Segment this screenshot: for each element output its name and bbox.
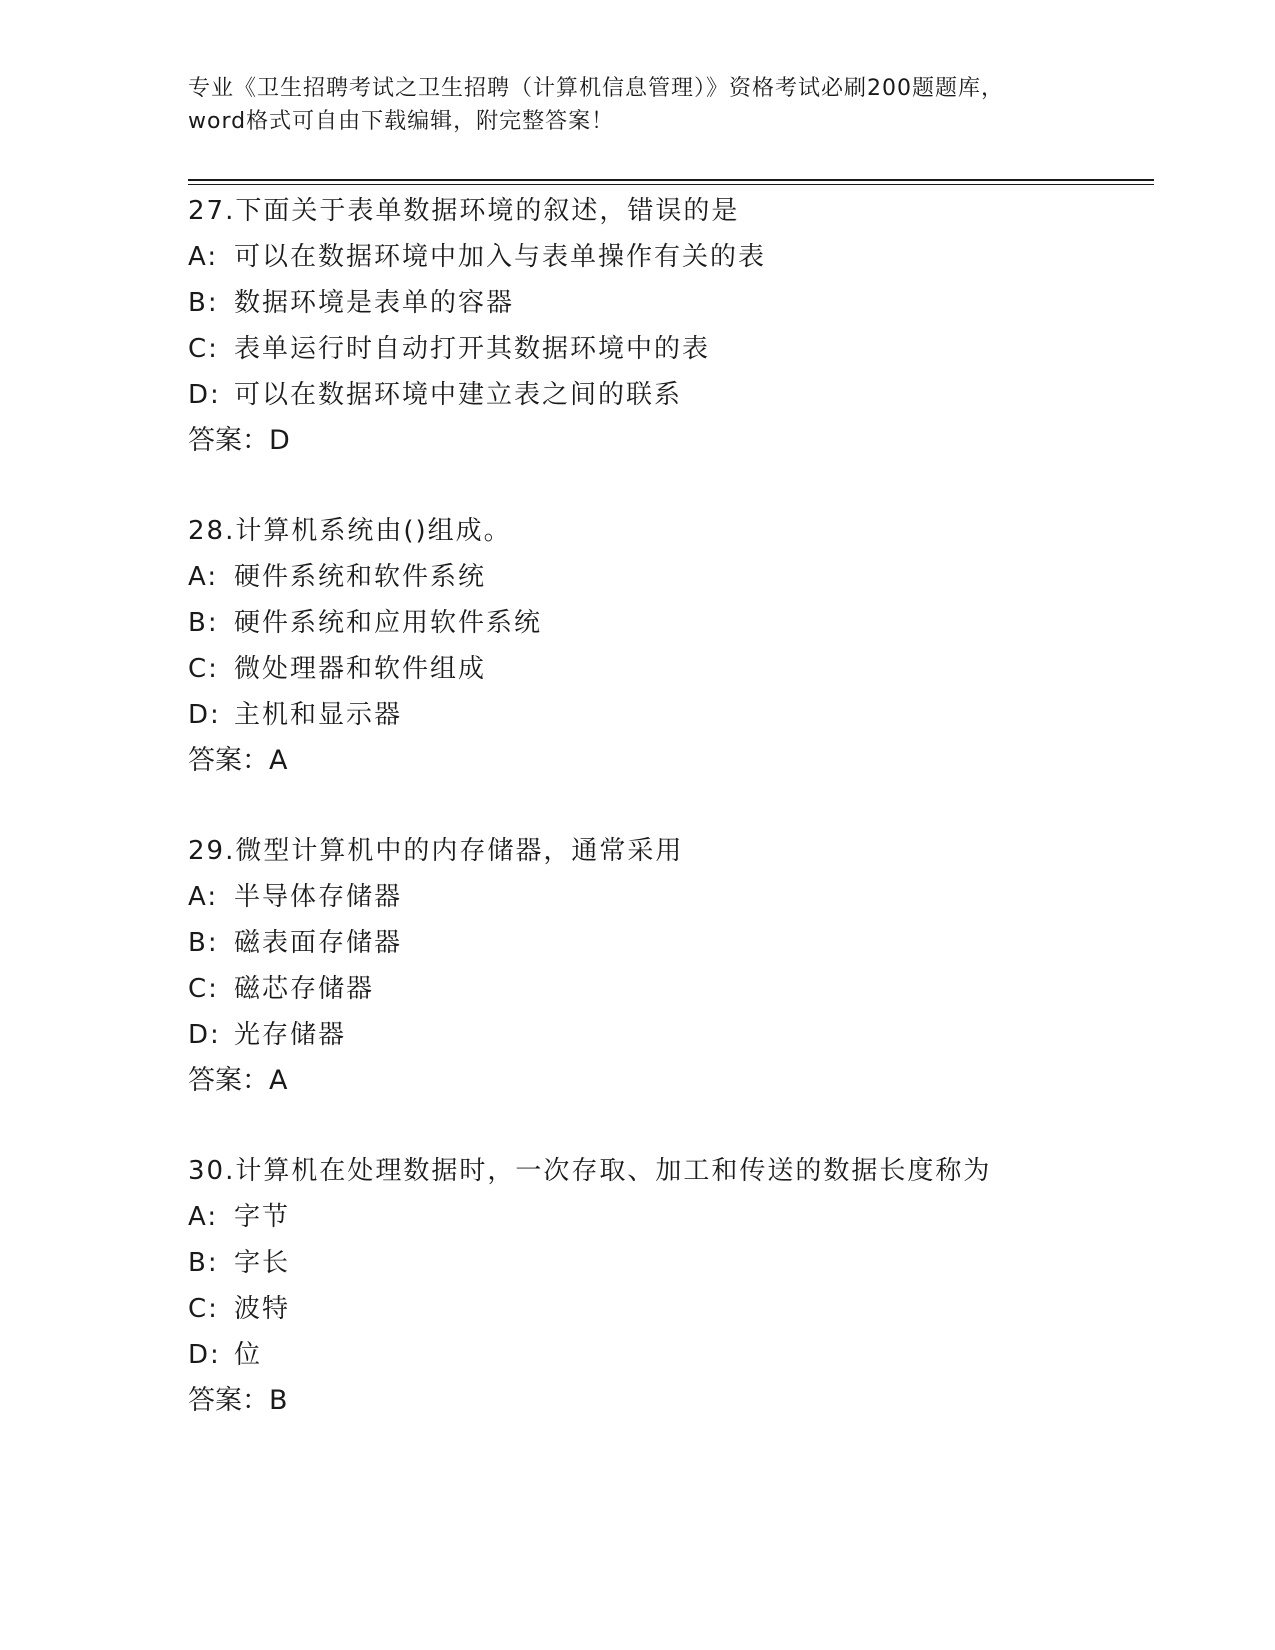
option-letter: A: bbox=[188, 882, 219, 912]
option-d bbox=[188, 692, 1148, 738]
question-stem: 28.计算机系统由()组成。 bbox=[188, 516, 512, 546]
option-text: 主机和显示器 bbox=[234, 700, 403, 730]
option-b bbox=[188, 600, 1148, 646]
option-text: 表单运行时自动打开其数据环境中的表 bbox=[234, 334, 711, 364]
question-list bbox=[188, 188, 1148, 1468]
option-a bbox=[188, 1194, 1148, 1240]
option-c bbox=[188, 966, 1148, 1012]
option-letter: D: bbox=[188, 1340, 221, 1370]
option-c bbox=[188, 646, 1148, 692]
option-b bbox=[188, 1240, 1148, 1286]
option-letter: A: bbox=[188, 242, 219, 272]
header-title-line-2: word格式可自由下载编辑，附完整答案！ bbox=[188, 109, 615, 134]
option-a bbox=[188, 874, 1148, 920]
option-letter: D: bbox=[188, 700, 221, 730]
question-30 bbox=[188, 1148, 1148, 1424]
option-d bbox=[188, 372, 1148, 418]
option-letter: C: bbox=[188, 974, 219, 1004]
option-letter: D: bbox=[188, 1020, 221, 1050]
option-text: 位 bbox=[234, 1340, 263, 1370]
option-letter: B: bbox=[188, 288, 219, 318]
option-d bbox=[188, 1012, 1148, 1058]
answer-line: 答案：D bbox=[188, 425, 290, 456]
option-letter: A: bbox=[188, 1202, 219, 1232]
option-letter: B: bbox=[188, 1248, 219, 1278]
option-text: 数据环境是表单的容器 bbox=[234, 288, 515, 318]
option-a bbox=[188, 554, 1148, 600]
answer-line: 答案：B bbox=[188, 1385, 288, 1416]
question-stem: 30.计算机在处理数据时，一次存取、加工和传送的数据长度称为 bbox=[188, 1156, 992, 1186]
header-divider-thick bbox=[188, 179, 1154, 181]
option-text: 可以在数据环境中建立表之间的联系 bbox=[234, 380, 683, 410]
option-letter: A: bbox=[188, 562, 219, 592]
option-d bbox=[188, 1332, 1148, 1378]
option-letter: C: bbox=[188, 654, 219, 684]
option-text: 字长 bbox=[234, 1248, 291, 1278]
answer-line: 答案：A bbox=[188, 745, 288, 776]
option-text: 微处理器和软件组成 bbox=[234, 654, 487, 684]
answer-line: 答案：A bbox=[188, 1065, 288, 1096]
option-b bbox=[188, 280, 1148, 326]
option-letter: B: bbox=[188, 608, 219, 638]
question-27 bbox=[188, 188, 1148, 464]
option-b bbox=[188, 920, 1148, 966]
option-a bbox=[188, 234, 1148, 280]
option-text: 磁表面存储器 bbox=[234, 928, 403, 958]
option-text: 光存储器 bbox=[234, 1020, 347, 1050]
option-text: 可以在数据环境中加入与表单操作有关的表 bbox=[234, 242, 767, 272]
option-c bbox=[188, 326, 1148, 372]
question-28 bbox=[188, 508, 1148, 784]
option-text: 磁芯存储器 bbox=[234, 974, 375, 1004]
question-29 bbox=[188, 828, 1148, 1104]
option-letter: D: bbox=[188, 380, 221, 410]
option-text: 波特 bbox=[234, 1294, 291, 1324]
option-letter: C: bbox=[188, 334, 219, 364]
header-divider-thin bbox=[188, 184, 1154, 185]
document-header bbox=[188, 72, 1088, 138]
option-c bbox=[188, 1286, 1148, 1332]
option-text: 半导体存储器 bbox=[234, 882, 403, 912]
option-text: 字节 bbox=[234, 1202, 291, 1232]
header-title-line-1: 专业《卫生招聘考试之卫生招聘（计算机信息管理）》资格考试必刷200题题库， bbox=[188, 76, 1004, 101]
option-letter: B: bbox=[188, 928, 219, 958]
question-stem: 29.微型计算机中的内存储器，通常采用 bbox=[188, 836, 684, 866]
question-stem: 27.下面关于表单数据环境的叙述，错误的是 bbox=[188, 196, 740, 226]
option-letter: C: bbox=[188, 1294, 219, 1324]
option-text: 硬件系统和应用软件系统 bbox=[234, 608, 543, 638]
option-text: 硬件系统和软件系统 bbox=[234, 562, 487, 592]
